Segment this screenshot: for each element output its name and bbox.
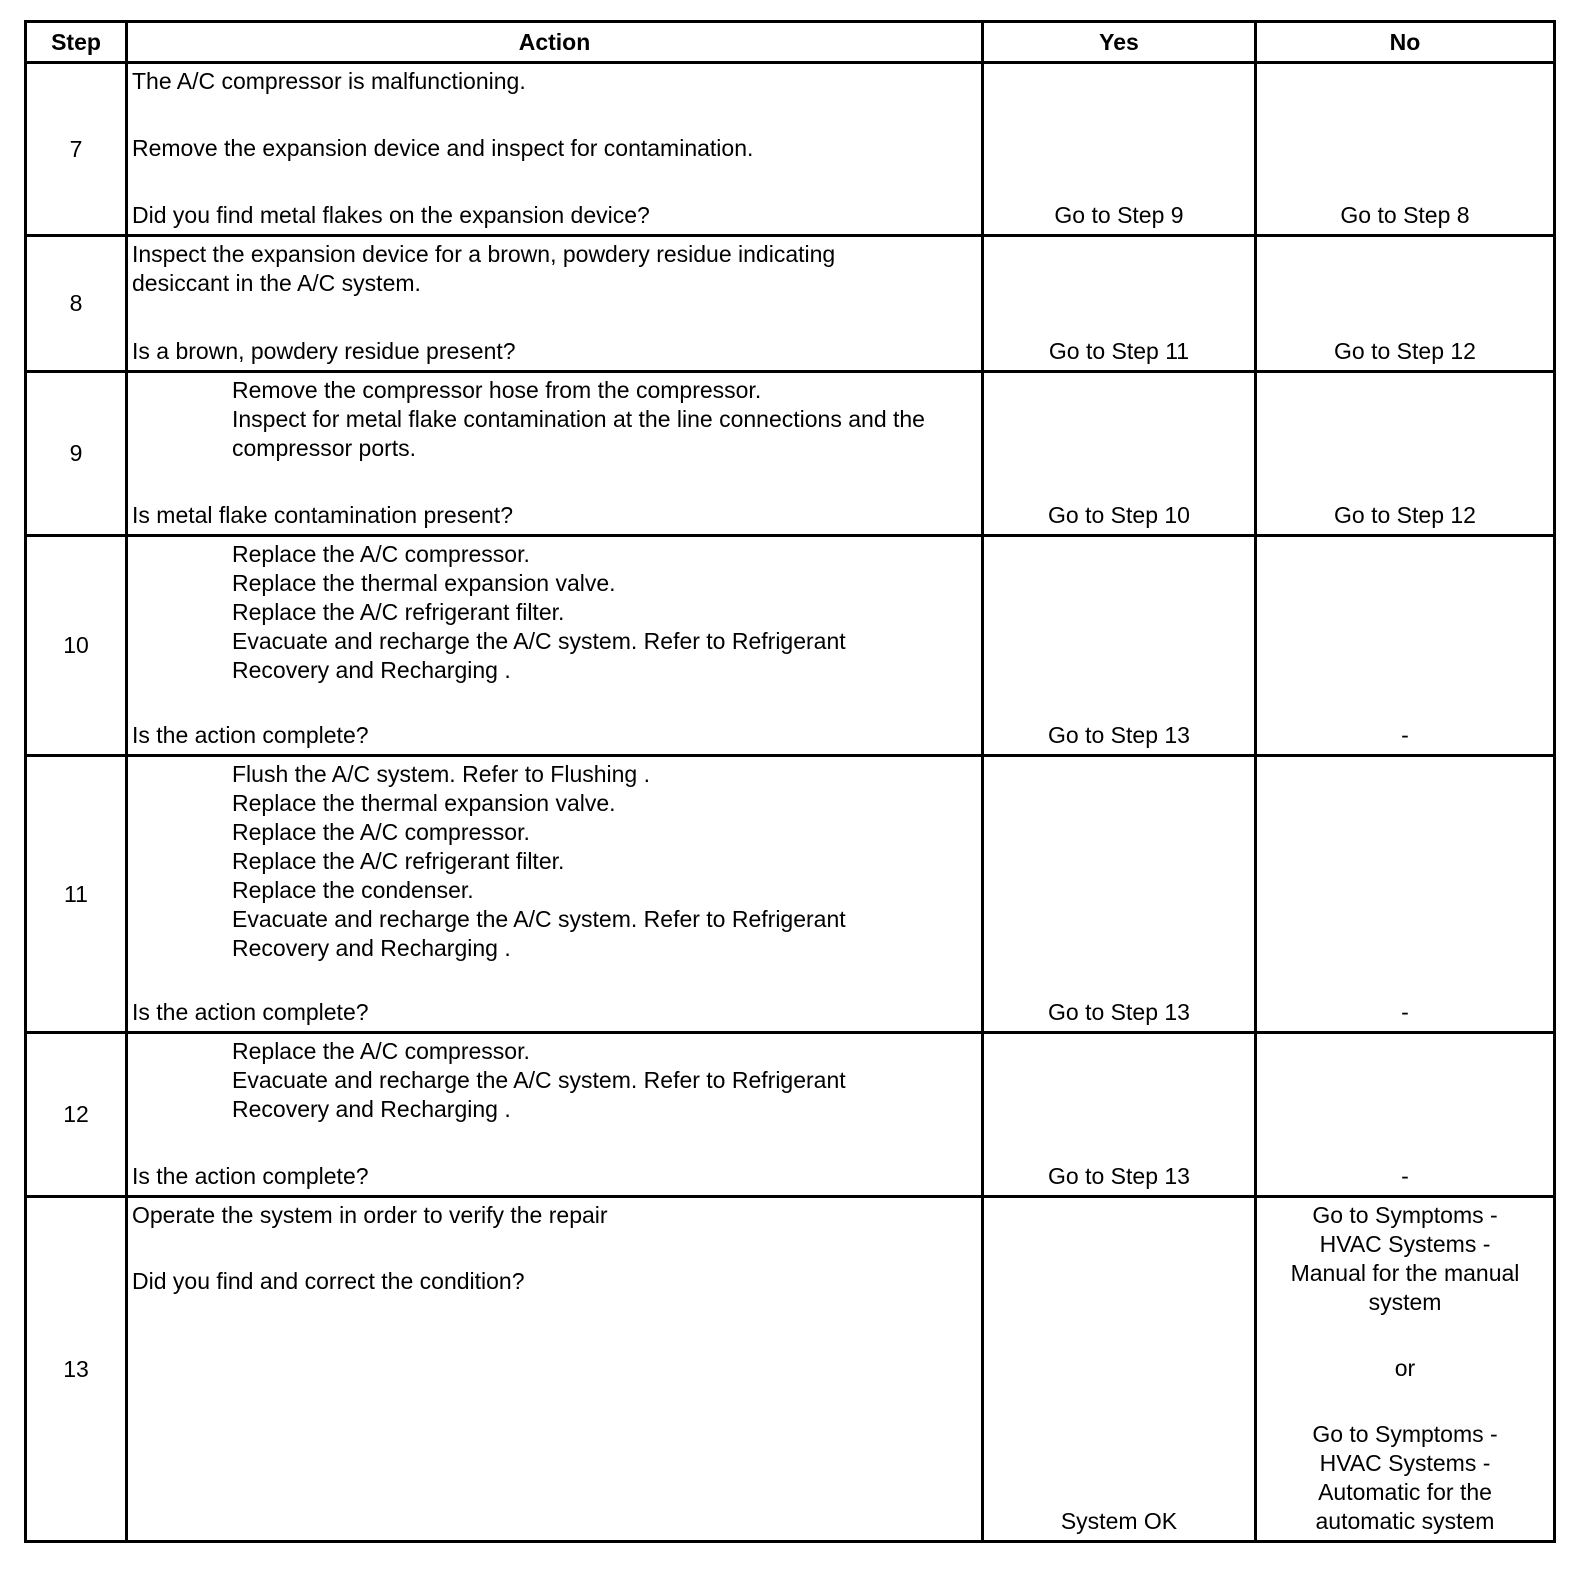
no-cell: Go to Step 12 (1254, 237, 1553, 370)
step-number: 13 (63, 1355, 89, 1382)
action-line: Evacuate and recharge the A/C system. Refer to Refrigerant Recovery and Recharging . (232, 628, 853, 683)
action-question: Is metal flake contamination present? (132, 502, 513, 528)
yes-cell: Go to Step 10 (981, 373, 1254, 534)
no-line: Go to Symptoms - HVAC Systems - Automatic for the automatic system (1312, 1421, 1505, 1534)
table-row (24, 537, 1556, 757)
yes-cell: Go to Step 9 (981, 64, 1254, 234)
action-cell (125, 1034, 981, 1195)
no-cell (1254, 1198, 1553, 1540)
step-number: 10 (63, 632, 89, 658)
action-line: Inspect for metal flake contamination at the line connections and the compressor ports. (232, 406, 932, 461)
action-cell (125, 373, 981, 534)
yes-cell: Go to Step 13 (981, 757, 1254, 1031)
yes-cell: Go to Step 13 (981, 537, 1254, 754)
action-line: Replace the A/C compressor. (232, 541, 530, 567)
action-line: Evacuate and recharge the A/C system. Refer to Refrigerant Recovery and Recharging . (232, 1067, 853, 1122)
no-line: Go to Symptoms - HVAC Systems - Manual for the manual system (1290, 1202, 1526, 1315)
step-number: 7 (69, 135, 83, 162)
table-row (24, 64, 1556, 237)
action-question: Is the action complete? (132, 722, 369, 748)
no-cell: - (1254, 1034, 1553, 1195)
step-number: 9 (69, 440, 83, 466)
action-question: Is the action complete? (132, 1163, 369, 1189)
action-line: Replace the A/C refrigerant filter. (232, 599, 565, 625)
action-cell (125, 757, 981, 1031)
yes-cell: System OK (981, 1198, 1254, 1540)
action-line: Operate the system in order to verify the repair (132, 1202, 608, 1228)
no-cell: Go to Step 8 (1254, 64, 1553, 234)
header-action: Action (125, 23, 981, 61)
header-step: Step (51, 29, 101, 55)
header-row (24, 20, 1556, 64)
table-row (24, 1198, 1556, 1543)
action-line: Replace the condenser. (232, 877, 474, 903)
action-line: Replace the A/C compressor. (232, 819, 530, 845)
action-question: Did you find and correct the condition? (132, 1268, 525, 1294)
action-line: Replace the thermal expansion valve. (232, 570, 616, 596)
no-cell: - (1254, 537, 1553, 754)
action-line: Evacuate and recharge the A/C system. Refer to Refrigerant Recovery and Recharging . (232, 906, 853, 961)
action-line: Flush the A/C system. Refer to Flushing . (232, 761, 650, 787)
yes-cell: Go to Step 13 (981, 1034, 1254, 1195)
action-cell (125, 64, 981, 234)
table-row (24, 237, 1556, 373)
action-line: Replace the A/C refrigerant filter. (232, 848, 565, 874)
step-number: 11 (64, 880, 88, 907)
action-line: Replace the A/C compressor. (232, 1038, 530, 1064)
step-number: 12 (63, 1101, 89, 1127)
action-line: The A/C compressor is malfunctioning. (132, 68, 526, 94)
action-cell (125, 1198, 981, 1540)
action-line: Remove the expansion device and inspect for contamination. (132, 135, 754, 161)
table-row (24, 373, 1556, 537)
action-cell (125, 237, 981, 370)
yes-cell: Go to Step 11 (981, 237, 1254, 370)
no-cell: Go to Step 12 (1254, 373, 1553, 534)
table-row (24, 757, 1556, 1034)
action-question: Is the action complete? (132, 999, 369, 1025)
action-question: Is a brown, powdery residue present? (132, 338, 516, 364)
no-line: or (1394, 1355, 1416, 1381)
action-line: Inspect the expansion device for a brown, powdery residue indicating desiccant in the A/C system. (132, 241, 842, 296)
table-row (24, 1034, 1556, 1198)
no-cell: - (1254, 757, 1553, 1031)
action-line: Replace the thermal expansion valve. (232, 790, 616, 816)
header-no: No (1254, 23, 1553, 61)
step-number: 8 (69, 290, 83, 316)
header-yes: Yes (981, 23, 1254, 61)
diagnostic-table (24, 20, 1556, 1543)
action-line: Remove the compressor hose from the compressor. (232, 377, 762, 403)
action-question: Did you find metal flakes on the expansion device? (132, 202, 650, 228)
action-cell (125, 537, 981, 754)
